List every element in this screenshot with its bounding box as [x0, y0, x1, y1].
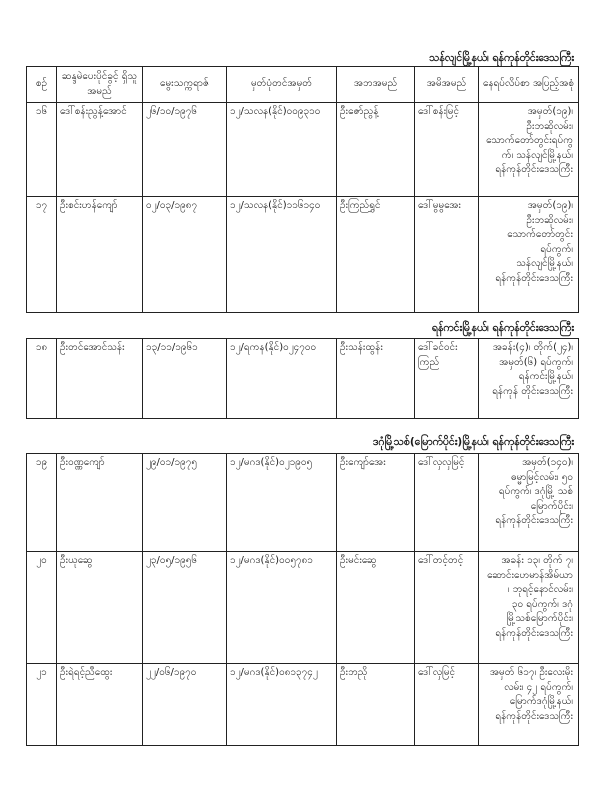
row-address	[479, 454, 579, 552]
row-name: ဦးတင်အောင်သန်း	[57, 339, 143, 419]
row-address	[479, 197, 579, 313]
row-no: ၁၇	[27, 197, 57, 313]
section-heading-dagon-north: ဒဂုံမြို့သစ်(မြောက်ပိုင်း)မြို့နယ်၊ ရန်ကုန်တိုင်းဒေသကြီး	[372, 436, 574, 448]
row-dob: ၁၃/၁၁/၁၉၆၁	[143, 339, 227, 419]
row-nrc: ၁၂/မဂဒ(နိုင်)၀၈၁၃၇၄၂	[227, 664, 337, 746]
row-name: ဦးရဲရင့်ညီထွေး	[57, 664, 143, 746]
address-line: ရန်ကင်းမြို့နယ်၊	[518, 371, 573, 382]
row-dob: ၂၉/၀၁/၁၉၇၅	[143, 454, 227, 552]
table-header-row	[27, 67, 579, 103]
row-father: ဦးသန်းထွန်း	[337, 339, 415, 419]
row-address	[479, 664, 579, 746]
table-row	[27, 103, 579, 197]
row-nrc: ၁၂/သလန(နိုင်)၀၀၉၃၁၀	[227, 103, 337, 197]
address-line: ရန်ကုန်တိုင်းဒေသကြီး	[495, 272, 573, 284]
row-address	[479, 103, 579, 197]
row-nrc: ၁၂/မဂဒ(နိုင်)၀၂၁၉၀၅	[227, 454, 337, 552]
header-address: နေရပ်လိပ်စာ အပြည့်အစုံ	[479, 67, 579, 103]
address-line: ရပ်ကွက်၊ ဒဂုံမြို့ သစ်	[498, 486, 573, 497]
header-name: ဆန္ဒမဲပေးပိုင်ခွင့် ရှိသူအမည်	[57, 67, 143, 103]
address-line: မြို့သစ်မြောက်ပိုင်း၊	[506, 613, 573, 624]
address-line: အမှတ် ၆၁၇၊ ဦးလေးမိုး	[489, 667, 573, 678]
row-no: ၁၈	[27, 339, 57, 419]
address-line: အမှတ်(၁၉)၊	[527, 106, 573, 117]
address-line: မြောက်ပိုင်း၊	[530, 500, 573, 512]
row-father: ဦးကြည်ရွှင်	[337, 197, 415, 313]
table-row	[27, 552, 579, 664]
row-mother: ဒေါ်ခင်ဝင်း ကြည်	[415, 339, 479, 419]
row-name: ဒေါ်စန်းညွန့်အောင်	[57, 103, 143, 197]
row-nrc: ၁၂/မဂဒ(နိုင်)၀၀၅၇၈၁	[227, 552, 337, 664]
table-row	[27, 339, 579, 419]
header-dob: မွေးသက္ကရာဇ်	[143, 67, 227, 103]
row-nrc: ၁၂/သလန(နိုင်)၁၁၆၁၄၀	[227, 197, 337, 313]
section-heading-thanlyin: သန်လျင်မြို့နယ်၊ ရန်ကုန်တိုင်းဒေသကြီး	[429, 52, 574, 64]
row-name: ဦးဝဏ္ဏကျော်	[57, 454, 143, 552]
section-heading-yankin: ရန်ကင်းမြို့နယ်၊ ရန်ကုန်တိုင်းဒေသကြီး	[431, 322, 574, 334]
address-line: ရပ်ကွက်၊	[540, 243, 573, 255]
address-line: အခန်း ၁၃၊ တိုက် ၇၊	[501, 555, 573, 566]
address-line: ၃၀ ရပ်ကွက်၊ ဒဂုံ	[511, 598, 573, 610]
address-line: ဦးဘဆိုလမ်း၊	[526, 214, 573, 226]
row-father: ဦးမင်းဆွေ	[337, 552, 415, 664]
header-nrc: မှတ်ပုံတင်အမှတ်	[227, 67, 337, 103]
address-line: အမှတ်(၆) ရပ်ကွက်၊	[499, 356, 573, 368]
row-dob: ၂၆/၁၀/၁၉၇၆	[143, 103, 227, 197]
row-dob: ၀၂/၀၃/၁၉၈၇	[143, 197, 227, 313]
row-name: ဦးစင်းဟန်ကျော်	[57, 197, 143, 313]
voter-table-section-1	[26, 66, 579, 313]
row-address	[479, 552, 579, 664]
address-line: ၊ ဘုရင့်နောင်လမ်း၊	[507, 584, 573, 595]
address-line: ရန်ကုန် တိုင်းဒေသကြီး	[492, 385, 573, 397]
address-line: သန်လျင်မြို့နယ်၊	[516, 258, 573, 269]
row-no: ၂၁	[27, 664, 57, 746]
voter-table-section-2	[26, 338, 579, 419]
address-line: ဦးဘဆိုလမ်း၊	[526, 120, 573, 132]
address-line: ရန်ကုန်တိုင်းဒေသကြီး	[495, 164, 573, 175]
row-mother: ဒေါ်လှလှမြင့်	[415, 454, 479, 552]
row-no: ၁၆	[27, 103, 57, 197]
table-row	[27, 454, 579, 552]
row-mother: ဒေါ်တင့်တင့်	[415, 552, 479, 664]
address-line: ရန်ကုန်တိုင်းဒေသကြီး	[495, 627, 573, 639]
address-line: သောက်တော်တွင်းရပ်ကွ	[486, 135, 573, 146]
row-mother: ဒေါ်လှမြင့်	[415, 664, 479, 746]
address-line: မြောက်ဒဂုံမြို့နယ်၊	[509, 696, 573, 707]
address-line: အမှတ်(၁၄၀)၊	[522, 457, 573, 468]
address-line: အခန်း(၄)၊ တိုက်(၂၄)၊	[492, 342, 573, 353]
voter-table-section-3	[26, 453, 579, 746]
address-line: က်၊ သန်လျင်မြို့နယ်၊	[501, 149, 573, 161]
row-no: ၁၉	[27, 454, 57, 552]
row-mother: ဒေါ်စန်းမြင့်	[415, 103, 479, 197]
row-dob: ၂၂/၀၆/၁၉၇၀	[143, 664, 227, 746]
row-dob: ၂၃/၀၅/၁၉၅၆	[143, 552, 227, 664]
address-line: ဆောင်းဟေမာန်အိမ်ယာ	[487, 569, 573, 581]
row-father: ဦးကျော်အေး	[337, 454, 415, 552]
row-no: ၂၀	[27, 552, 57, 664]
address-line: အမှတ်(၁၉)၊	[527, 200, 573, 211]
header-no: စဉ်	[27, 67, 57, 103]
address-line: လမ်း၊ ၄၂ ရပ်ကွက်၊	[504, 681, 573, 693]
row-father: ဦးဇော်ညွန့်	[337, 103, 415, 197]
header-father: အဘအမည်	[337, 67, 415, 103]
row-address	[479, 339, 579, 419]
row-father: ဦးဘညို	[337, 664, 415, 746]
address-line: ဓမ္မာမြင့်လမ်း၊ ၅၀	[510, 471, 573, 483]
address-line: သောက်တော်တွင်း	[507, 229, 573, 240]
row-name: ဦးယုဆွေ	[57, 552, 143, 664]
address-line: ရန်ကုန်တိုင်းဒေသကြီး	[495, 710, 573, 722]
row-nrc: ၁၂/ရကန(နိုင်)၀၂၄၇၀၀	[227, 339, 337, 419]
address-line: ရန်ကုန်တိုင်းဒေသကြီး	[495, 515, 573, 526]
table-row	[27, 197, 579, 313]
header-mother: အမိအမည်	[415, 67, 479, 103]
table-row	[27, 664, 579, 746]
row-mother: ဒေါ်မွမွအေး	[415, 197, 479, 313]
